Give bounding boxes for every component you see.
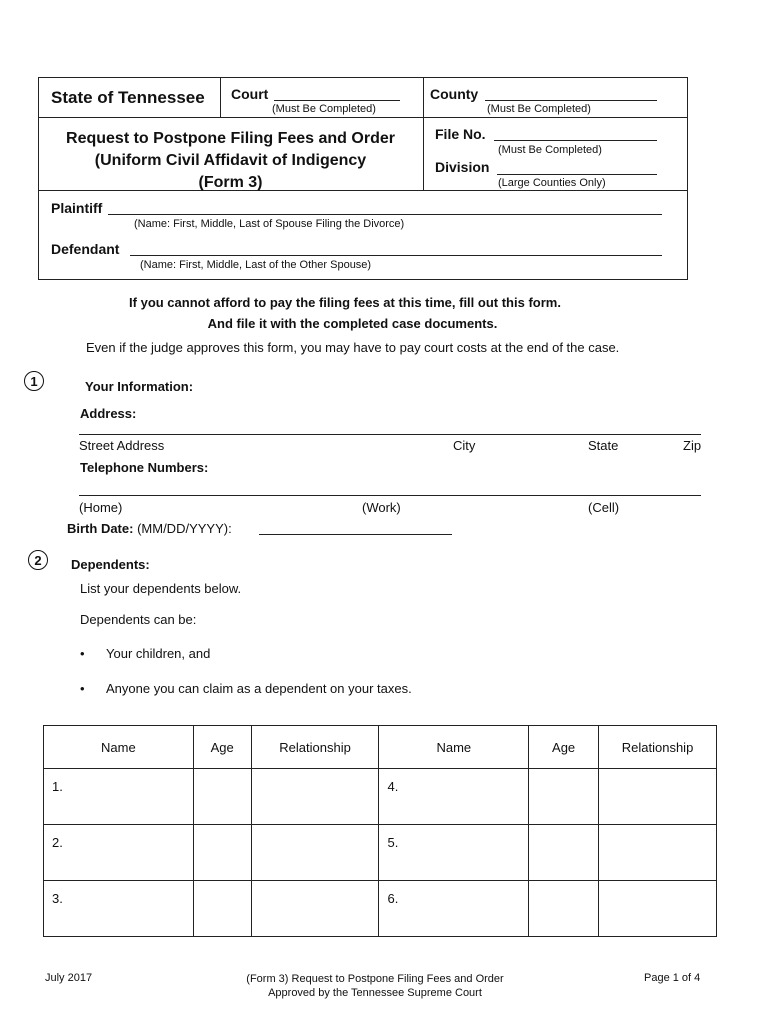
table-row [44,769,717,825]
file-no-label: File No. [435,126,486,142]
section-2-number: 2 [28,550,48,570]
table-cell[interactable]: 5. [379,825,529,881]
form-title [38,128,423,194]
dependents-instruction: List your dependents below. [80,581,242,596]
table-cell[interactable] [599,881,717,937]
division-note: (Large Counties Only) [498,177,606,189]
bullet-item: • Your children, and [80,646,211,661]
defendant-note: (Name: First, Middle, Last of the Other Spouse) [140,259,372,271]
title-line-3: (Form 3) [198,174,263,191]
header-relationship: Relationship [599,726,717,769]
footer-date: July 2017 [45,972,93,984]
table-row [44,825,717,881]
title-line-1: Request to Postpone Filing Fees and Order [66,130,395,147]
section-1-title: Your Information: [85,379,194,394]
bullet-text: Anyone you can claim as a dependent on your taxes. [106,681,412,696]
county-note: (Must Be Completed) [487,103,591,115]
table-cell[interactable] [193,769,251,825]
table-cell[interactable] [529,825,599,881]
intro-line-3: Even if the judge approves this form, you may have to pay court costs at the end of the case. [86,340,620,355]
table-cell[interactable] [529,769,599,825]
city-label: City [453,438,476,453]
table-header-row [44,726,717,769]
address-field[interactable] [79,434,701,435]
cell-label: (Cell) [588,500,620,515]
table-cell[interactable] [193,825,251,881]
title-line-2: (Uniform Civil Affidavit of Indigency [94,152,367,169]
defendant-field[interactable] [130,255,662,256]
header-name: Name [44,726,194,769]
dependents-table [43,725,717,937]
table-cell[interactable]: 2. [44,825,194,881]
home-label: (Home) [79,500,123,515]
table-cell[interactable] [251,769,379,825]
table-cell[interactable] [251,881,379,937]
birth-date-label [67,521,232,536]
file-no-note: (Must Be Completed) [498,144,602,156]
state-label: State of Tennessee [51,88,205,107]
table-cell[interactable] [529,881,599,937]
dependents-can-be: Dependents can be: [80,612,197,627]
caption-divider [220,77,221,117]
table-cell[interactable]: 4. [379,769,529,825]
county-label: County [430,86,479,102]
page-number: Page 1 of 4 [644,972,701,984]
table-cell[interactable] [599,825,717,881]
zip-label: Zip [683,438,702,453]
table-cell[interactable] [251,825,379,881]
bullet-text: Your children, and [106,646,211,661]
caption-divider [423,77,424,190]
header-age: Age [193,726,251,769]
section-2-title: Dependents: [71,557,150,572]
telephone-label: Telephone Numbers: [80,460,209,475]
footer-form-title: (Form 3) Request to Postpone Filing Fees and Order [246,973,504,985]
table-row [44,881,717,937]
birth-date-field[interactable] [259,534,452,535]
header-relationship: Relationship [251,726,379,769]
bullet-item: • Anyone you can claim as a dependent on your taxes. [80,681,412,696]
section-1-number: 1 [24,371,44,391]
header-age: Age [529,726,599,769]
defendant-label: Defendant [51,241,120,257]
division-field[interactable] [497,174,657,175]
county-field[interactable] [485,100,657,101]
intro-line-1: If you cannot afford to pay the filing fees at this time, fill out this form. [129,295,561,310]
work-label: (Work) [362,500,401,515]
table-cell[interactable] [193,881,251,937]
plaintiff-note: (Name: First, Middle, Last of Spouse Filing the Divorce) [134,218,405,230]
state-field-label: State [588,438,619,453]
table-cell[interactable] [599,769,717,825]
intro-line-2: And file it with the completed case documents. [207,316,498,331]
court-label: Court [231,86,269,102]
caption-divider [38,117,688,118]
header-name: Name [379,726,529,769]
footer-center [180,972,570,1000]
division-label: Division [435,159,490,175]
table-cell[interactable]: 1. [44,769,194,825]
table-cell[interactable]: 6. [379,881,529,937]
plaintiff-field[interactable] [108,214,662,215]
street-label: Street Address [79,438,165,453]
table-cell[interactable]: 3. [44,881,194,937]
birth-date-title: Birth Date: [67,521,134,536]
birth-date-format: (MM/DD/YYYY): [137,521,232,536]
plaintiff-label: Plaintiff [51,200,103,216]
file-no-field[interactable] [494,140,657,141]
court-field[interactable] [274,100,400,101]
court-note: (Must Be Completed) [272,103,376,115]
footer-approval: Approved by the Tennessee Supreme Court [268,987,482,999]
address-label: Address: [80,406,137,421]
telephone-field[interactable] [79,495,701,496]
